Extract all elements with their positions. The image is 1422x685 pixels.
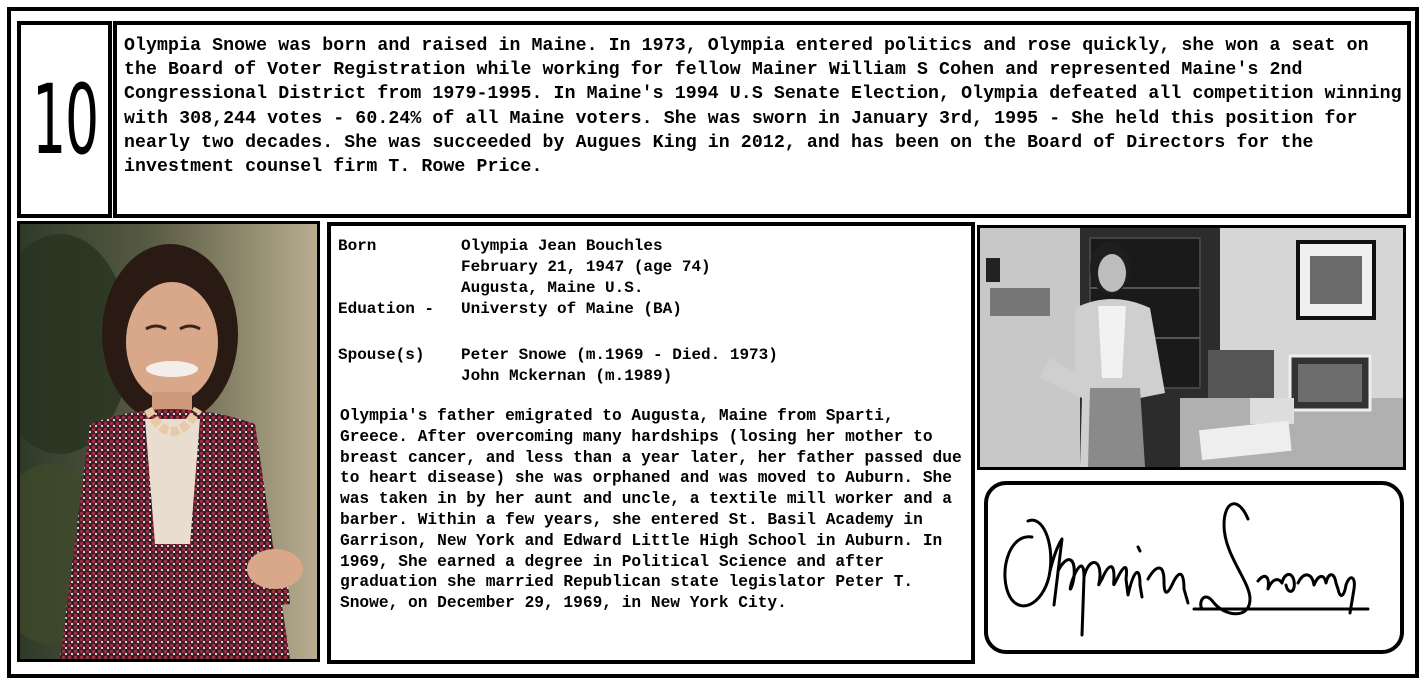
- education-value: Universty of Maine (BA): [461, 300, 682, 318]
- education-row: [338, 299, 778, 320]
- spacer: [338, 320, 778, 345]
- signature-graphic: [988, 485, 1400, 650]
- education-label: Eduation -: [338, 300, 435, 318]
- born-date: February 21, 1947 (age 74): [461, 258, 711, 276]
- portrait-photo: [17, 221, 320, 662]
- born-name: Olympia Jean Bouchles: [461, 237, 663, 255]
- signature-box: [984, 481, 1404, 654]
- born-row: [338, 236, 778, 257]
- spouse-label: Spouse(s): [338, 346, 425, 364]
- spouse-2: John Mckernan (m.1989): [461, 367, 673, 385]
- spouse-1: Peter Snowe (m.1969 - Died. 1973): [461, 346, 778, 364]
- office-photo: [977, 225, 1406, 470]
- card-number-box: [17, 21, 112, 218]
- spouse-row-2: [338, 366, 778, 387]
- born-label: Born: [338, 237, 377, 255]
- born-place-row: [338, 278, 778, 299]
- bio-text: Olympia Snowe was born and raised in Maine. In 1973, Olympia entered politics and rose quickly, she won a seat on the Board of Voter Registration while working for fellow Mainer William S Cohen and represented Maine's 2nd Congressional District from 1979-1995. In Maine's 1994 U.S Senate Election, Olympia defeated all competition winning with 308,244 votes - 60.24% of all Maine voters. She was sworn in January 3rd, 1995 - She held this position for nearly two decades. She was succeeded by Augues King in 2012, and has been on the Board of Directors for the investment counsel firm T. Rowe Price.: [124, 36, 1402, 178]
- story-text: Olympia's father emigrated to Augusta, Maine from Sparti, Greece. After overcoming many hardships (losing her mother to breast cancer, and less than a year later, her father passed due to heart disease) she was orphaned and was moved to Auburn. She was taken in by her aunt and uncle, a textile mill worker and a barber. Within a few years, she entered St. Basil Academy in Garrison, New York and Edward Little High School in Auburn. In 1969, She earned a degree in Political Science and after graduation she married Republican state legislator Peter T. Snowe, on December 29, 1969, in New York City.: [340, 407, 962, 613]
- spouse-row: [338, 345, 778, 366]
- card-number: 10: [31, 63, 98, 176]
- info-table: [338, 236, 778, 387]
- info-box: [327, 222, 975, 664]
- born-place: Augusta, Maine U.S.: [461, 279, 644, 297]
- born-date-row: [338, 257, 778, 278]
- bio-box: [113, 21, 1411, 218]
